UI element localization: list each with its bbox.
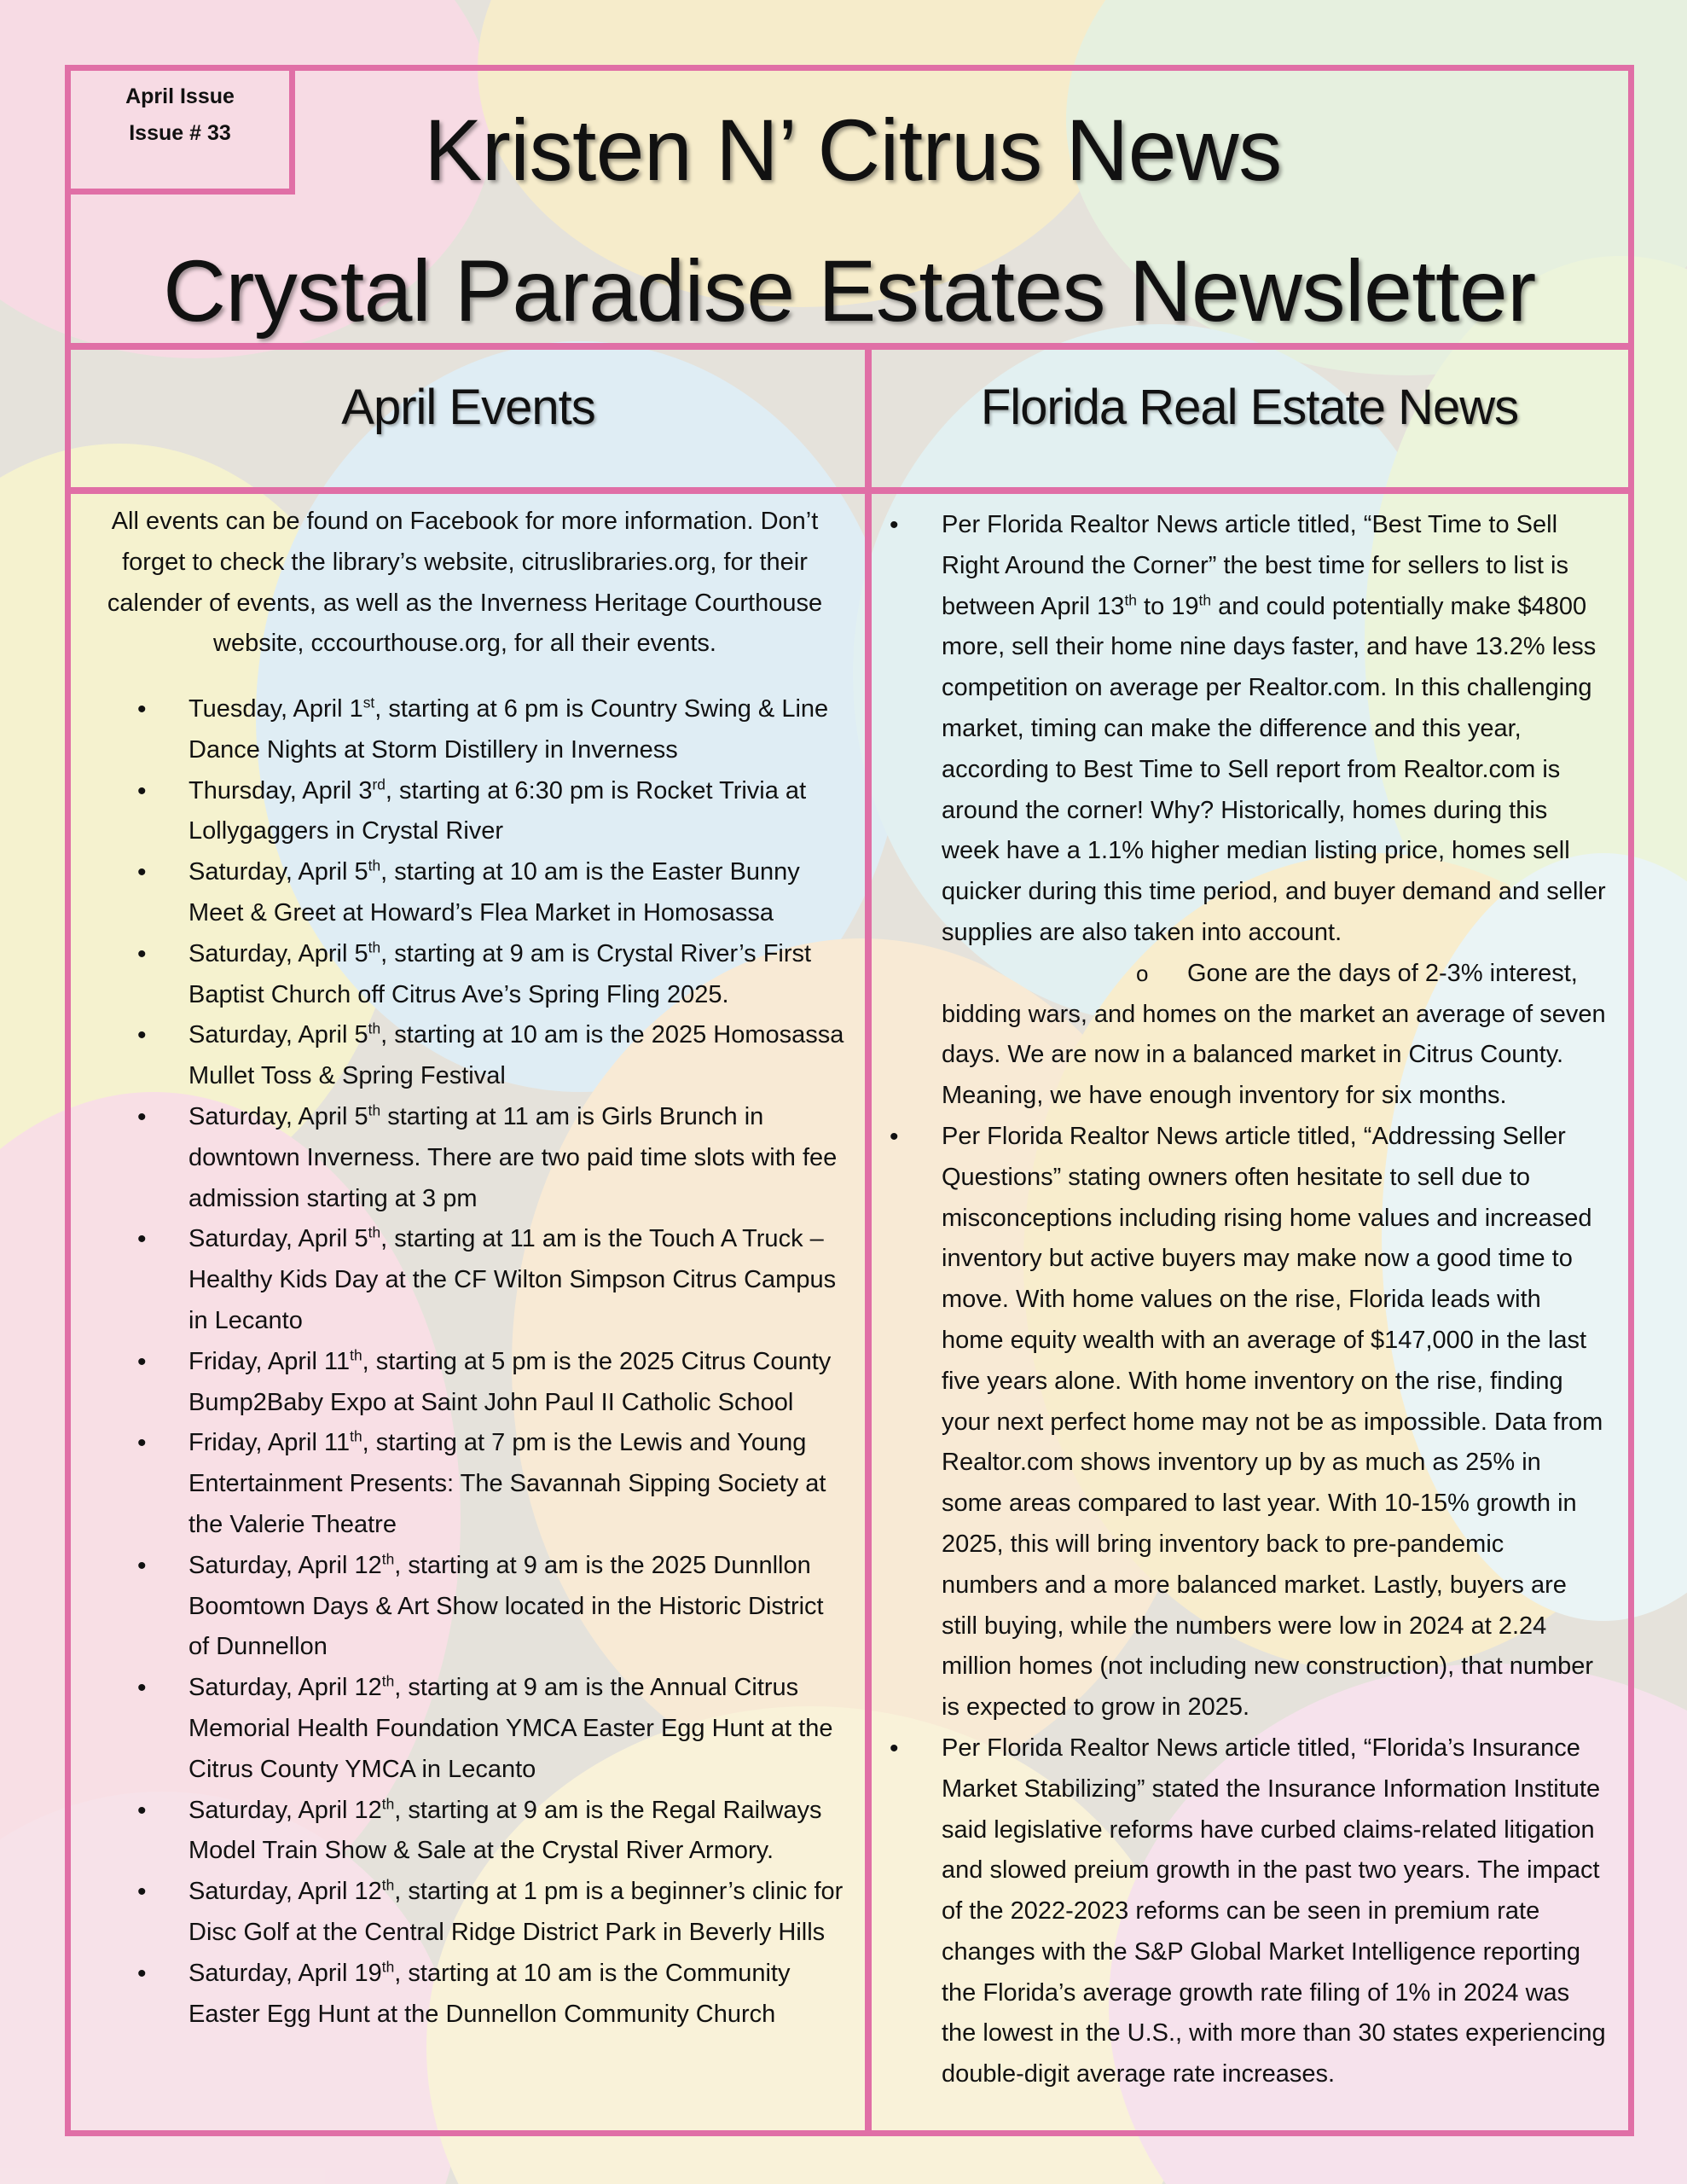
news-sub-item: o Gone are the days of 2-3% interest, bidding wars, and homes on the market an average of seven days. We are now in a balanced market in Citrus County. Meaning, we have enough inventory for six months. bbox=[942, 954, 1606, 1117]
events-heading: April Events bbox=[341, 380, 595, 435]
events-intro: All events can be found on Facebook for more information. Don’t forget to check the library’s website, citruslibraries.org, for their calender of events, as well as the Inverness Heritage Courthouse website, cccourthouse.org, for all their events. bbox=[107, 508, 823, 658]
event-item: • Saturday, April 5th, starting at 10 am is the Easter Bunny Meet & Greet at Howard’s Flea Market in Homosassa bbox=[71, 852, 866, 934]
issue-label bbox=[71, 78, 289, 152]
event-item: • Saturday, April 12th, starting at 1 pm is a beginner’s clinic for Disc Golf at the Central Ridge District Park in Beverly Hills bbox=[71, 1872, 866, 1954]
event-item: • Saturday, April 12th, starting at 9 am is the 2025 Dunnllon Boomtown Days & Art Show located in the Historic District of Dunnellon bbox=[71, 1546, 866, 1668]
event-item: • Saturday, April 19th, starting at 10 am is the Community Easter Egg Hunt at the Dunnellon Community Church bbox=[71, 1954, 866, 2036]
issue-number: Issue # 33 bbox=[129, 121, 231, 145]
event-item: • Friday, April 11th, starting at 7 pm is the Lewis and Young Entertainment Presents: The Savannah Sipping Society at the Valerie Theatre bbox=[71, 1423, 866, 1545]
news-list bbox=[871, 505, 1628, 2095]
event-item: • Friday, April 11th, starting at 5 pm is the 2025 Citrus County Bump2Baby Expo at Saint John Paul II Catholic School bbox=[71, 1342, 866, 1424]
events-list bbox=[71, 689, 866, 2035]
event-item: • Thursday, April 3rd, starting at 6:30 pm is Rocket Trivia at Lollygaggers in Crystal River bbox=[71, 771, 866, 853]
newsletter-title: Kristen N’ Citrus News bbox=[424, 102, 1282, 199]
news-item-insurance-market: • Per Florida Realtor News article titled, “Florida’s Insurance Market Stabilizing” stated the Insurance Information Institute said legislative reforms have curbed claims-related litigation and slowed preium growth in the past two years. The impact of the 2022-2023 reforms can be seen in premium rate changes with the S&P Global Market Intelligence reporting the Florida’s average growth rate filing of 1% in 2024 was the lowest in the U.S., with more than 30 states experiencing double-digit average rate increases. bbox=[871, 1728, 1628, 2095]
news-heading: Florida Real Estate News bbox=[980, 380, 1519, 435]
news-item-seller-questions: • Per Florida Realtor News article titled, “Addressing Seller Questions” stating owners often hesitate to sell due to misconceptions including rising home values and increased inventory but active buyers may make now a good time to move. With home values on the rise, Florida leads with home equity wealth with an average of $147,000 in the last five years alone. With home inventory on the rise, finding your next perfect home may not be as impossible. Data from Realtor.com shows inventory up by as much as 25% in some areas compared to last year. With 10-15% growth in 2025, this will bring inventory back to pre-pandemic numbers and a more balanced market. Lastly, buyers are still buying, while the numbers were low in 2024 at 2.24 million homes (not including new construction), that number is expected to grow in 2025. bbox=[871, 1117, 1628, 1728]
event-item: • Saturday, April 12th, starting at 9 am is the Regal Railways Model Train Show & Sale at the Crystal River Armory. bbox=[71, 1791, 866, 1873]
event-item: • Tuesday, April 1st, starting at 6 pm is Country Swing & Line Dance Nights at Storm Distillery in Inverness bbox=[71, 689, 866, 771]
event-item: • Saturday, April 5th, starting at 10 am is the 2025 Homosassa Mullet Toss & Spring Festival bbox=[71, 1015, 866, 1097]
news-item-best-time-to-sell: • Per Florida Realtor News article titled, “Best Time to Sell Right Around the Corner” the best time for sellers to list is between April 13th to 19th and could potentially make $4800 more, sell their home nine days faster, and have 13.2% less competition on average per Realtor.com. In this challenging market, timing can make the difference and this year, according to Best Time to Sell report from Realtor.com is around the corner! Why? Historically, homes during this week have a 1.1% higher median listing price, homes sell quicker during this time period, and buyer demand and seller supplies are also taken into account. o Gone are the days of 2-3% interest, bidding wars, and homes on the market an average of seven days. We are now in a balanced market in Citrus County. Meaning, we have enough inventory for six months. bbox=[871, 505, 1628, 1117]
issue-month: April Issue bbox=[125, 84, 235, 108]
event-item: • Saturday, April 12th, starting at 9 am is the Annual Citrus Memorial Health Foundation YMCA Easter Egg Hunt at the Citrus County YMCA in Lecanto bbox=[71, 1668, 866, 1790]
event-item: • Saturday, April 5th, starting at 11 am is the Touch A Truck – Healthy Kids Day at the CF Wilton Simpson Citrus Campus in Lecanto bbox=[71, 1219, 866, 1341]
event-item: • Saturday, April 5th, starting at 9 am is Crystal River’s First Baptist Church off Citrus Ave’s Spring Fling 2025. bbox=[71, 934, 866, 1016]
event-item: • Saturday, April 5th starting at 11 am is Girls Brunch in downtown Inverness. There are two paid time slots with fee admission starting at 3 pm bbox=[71, 1097, 866, 1219]
circle-bullet-icon: o bbox=[1136, 960, 1149, 986]
newsletter-subtitle: Crystal Paradise Estates Newsletter bbox=[163, 242, 1536, 340]
